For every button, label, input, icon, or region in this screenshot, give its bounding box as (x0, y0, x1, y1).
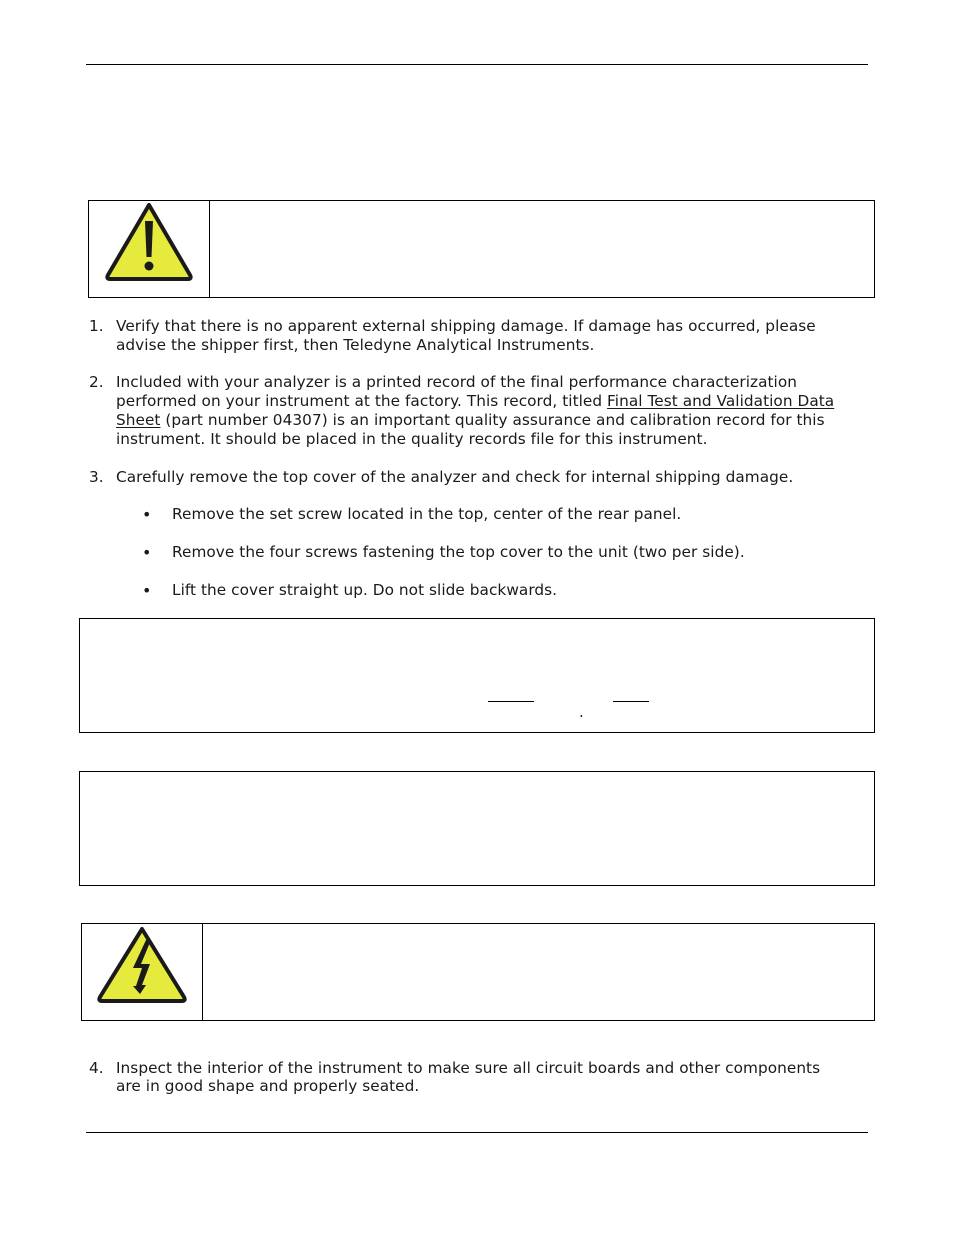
header-rule (86, 64, 868, 65)
step-1-line-1: Verify that there is no apparent external shipping damage. If damage has occurred, please (116, 317, 816, 335)
bullet-marker: • (142, 543, 152, 562)
caution-icon-cell (89, 201, 210, 297)
underline-mark (488, 701, 534, 702)
step-2-line-4: instrument. It should be placed in the quality records file for this instrument. (116, 430, 708, 448)
note-box (79, 771, 875, 886)
step-1-line-2: advise the shipper first, then Teledyne Analytical Instruments. (116, 336, 595, 354)
document-title-link: Final Test and Validation Data (607, 392, 835, 410)
bullet-marker: • (142, 505, 152, 524)
step-2-text: performed on your instrument at the factory. This record, titled (116, 392, 608, 410)
bullet-item: Remove the four screws fastening the top cover to the unit (two per side). (172, 543, 745, 561)
lightning-triangle-icon (96, 924, 188, 1004)
warning-icon-cell (82, 924, 203, 1020)
step-2-line-3 (116, 411, 868, 430)
step-3-line-1: Carefully remove the top cover of the analyzer and check for internal shipping damage. (116, 468, 794, 486)
step-4-line-2: are in good shape and properly seated. (116, 1077, 420, 1095)
step-2-line-2 (116, 392, 868, 411)
bullet-item: Lift the cover straight up. Do not slide backwards. (172, 581, 558, 599)
exclamation-triangle-icon (104, 201, 194, 281)
underline-mark (613, 701, 649, 702)
footer-rule (86, 1132, 868, 1133)
electrical-warning-box (81, 923, 875, 1021)
bullet-item: Remove the set screw located in the top, center of the rear panel. (172, 505, 682, 523)
step-number: 2. (89, 373, 104, 391)
step-number: 4. (89, 1059, 104, 1077)
step-4-line-1: Inspect the interior of the instrument to make sure all circuit boards and other components (116, 1059, 821, 1077)
note-box (79, 618, 875, 733)
step-number: 3. (89, 468, 104, 486)
step-2-line-1: Included with your analyzer is a printed record of the final performance characterization (116, 373, 798, 391)
period-mark: . (579, 703, 584, 721)
document-title-link: Sheet (116, 411, 161, 429)
step-number: 1. (89, 317, 104, 335)
bullet-marker: • (142, 581, 152, 600)
step-2-text: (part number 04307) is an important quality assurance and calibration record for this (160, 411, 825, 429)
caution-box (88, 200, 875, 298)
